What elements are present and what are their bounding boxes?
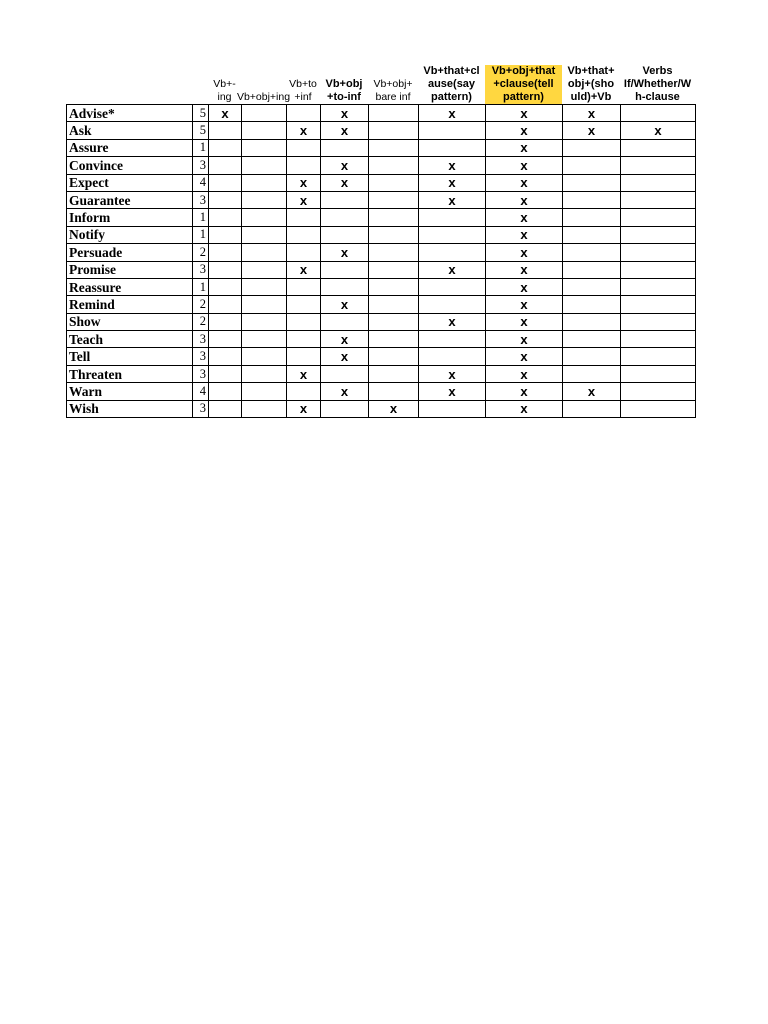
pattern-cell: x bbox=[419, 174, 486, 191]
count-cell: 2 bbox=[193, 244, 209, 261]
pattern-cell: x bbox=[287, 191, 321, 208]
pattern-cell bbox=[287, 209, 321, 226]
verb-cell: Wish bbox=[67, 400, 193, 417]
pattern-cell bbox=[621, 174, 696, 191]
pattern-cell bbox=[242, 191, 287, 208]
column-header-label: Vb+that+cl ause(say pattern) bbox=[423, 65, 480, 103]
pattern-cell: x bbox=[486, 383, 563, 400]
pattern-cell bbox=[621, 261, 696, 278]
pattern-cell bbox=[287, 157, 321, 174]
pattern-cell bbox=[621, 191, 696, 208]
pattern-cell bbox=[209, 226, 242, 243]
pattern-cell bbox=[369, 244, 419, 261]
pattern-cell bbox=[321, 191, 369, 208]
pattern-cell bbox=[321, 226, 369, 243]
pattern-cell bbox=[369, 209, 419, 226]
pattern-cell bbox=[242, 348, 287, 365]
pattern-cell: x bbox=[321, 348, 369, 365]
column-header bbox=[562, 60, 620, 104]
pattern-cell bbox=[369, 174, 419, 191]
pattern-cell bbox=[287, 296, 321, 313]
pattern-cell: x bbox=[563, 105, 621, 122]
count-cell: 2 bbox=[193, 313, 209, 330]
pattern-cell bbox=[287, 139, 321, 156]
table-row bbox=[67, 383, 696, 400]
verb-cell: Expect bbox=[67, 174, 193, 191]
pattern-cell bbox=[621, 157, 696, 174]
pattern-cell bbox=[287, 331, 321, 348]
table-row bbox=[67, 278, 696, 295]
pattern-cell: x bbox=[287, 400, 321, 417]
pattern-cell: x bbox=[486, 365, 563, 382]
pattern-cell bbox=[369, 105, 419, 122]
column-header-label: Vb+that+ obj+(sho uld)+Vb bbox=[567, 65, 615, 103]
pattern-cell: x bbox=[321, 157, 369, 174]
table-row bbox=[67, 209, 696, 226]
pattern-cell bbox=[419, 226, 486, 243]
count-cell: 3 bbox=[193, 261, 209, 278]
verb-cell: Ask bbox=[67, 122, 193, 139]
pattern-cell: x bbox=[321, 383, 369, 400]
column-header bbox=[320, 72, 368, 104]
count-cell: 3 bbox=[193, 331, 209, 348]
verb-pattern-table bbox=[66, 104, 696, 418]
pattern-cell: x bbox=[419, 261, 486, 278]
count-cell: 2 bbox=[193, 296, 209, 313]
count-cell: 3 bbox=[193, 365, 209, 382]
pattern-cell bbox=[369, 191, 419, 208]
pattern-cell bbox=[563, 139, 621, 156]
pattern-cell bbox=[242, 139, 287, 156]
pattern-cell: x bbox=[419, 157, 486, 174]
pattern-cell bbox=[242, 278, 287, 295]
pattern-cell bbox=[242, 400, 287, 417]
verb-cell: Inform bbox=[67, 209, 193, 226]
table-row bbox=[67, 139, 696, 156]
pattern-cell bbox=[209, 261, 242, 278]
pattern-cell: x bbox=[419, 383, 486, 400]
table-row bbox=[67, 331, 696, 348]
pattern-cell bbox=[209, 191, 242, 208]
column-header bbox=[485, 64, 562, 104]
verb-cell: Guarantee bbox=[67, 191, 193, 208]
count-cell: 1 bbox=[193, 209, 209, 226]
pattern-cell: x bbox=[321, 122, 369, 139]
pattern-cell bbox=[242, 174, 287, 191]
pattern-cell bbox=[419, 244, 486, 261]
pattern-cell bbox=[369, 296, 419, 313]
table-row bbox=[67, 348, 696, 365]
pattern-cell: x bbox=[486, 313, 563, 330]
pattern-cell bbox=[242, 122, 287, 139]
pattern-cell bbox=[419, 296, 486, 313]
pattern-cell bbox=[321, 400, 369, 417]
pattern-cell: x bbox=[287, 261, 321, 278]
pattern-cell bbox=[242, 383, 287, 400]
count-cell: 4 bbox=[193, 383, 209, 400]
pattern-cell bbox=[209, 278, 242, 295]
pattern-cell: x bbox=[321, 105, 369, 122]
pattern-cell bbox=[563, 191, 621, 208]
pattern-cell: x bbox=[419, 365, 486, 382]
column-header bbox=[286, 76, 320, 104]
pattern-cell bbox=[563, 244, 621, 261]
pattern-cell bbox=[209, 331, 242, 348]
count-cell: 1 bbox=[193, 278, 209, 295]
pattern-cell bbox=[287, 348, 321, 365]
pattern-cell bbox=[621, 244, 696, 261]
pattern-cell: x bbox=[287, 174, 321, 191]
pattern-cell bbox=[621, 400, 696, 417]
pattern-cell: x bbox=[287, 122, 321, 139]
verb-cell: Show bbox=[67, 313, 193, 330]
pattern-cell bbox=[321, 365, 369, 382]
verb-cell: Threaten bbox=[67, 365, 193, 382]
pattern-cell bbox=[621, 331, 696, 348]
pattern-cell bbox=[209, 348, 242, 365]
pattern-cell bbox=[242, 209, 287, 226]
verb-cell: Assure bbox=[67, 139, 193, 156]
pattern-cell bbox=[621, 209, 696, 226]
pattern-cell bbox=[419, 278, 486, 295]
column-header-label: Vb+to +inf bbox=[289, 78, 317, 103]
pattern-cell: x bbox=[486, 105, 563, 122]
column-header bbox=[418, 60, 485, 104]
pattern-cell: x bbox=[486, 139, 563, 156]
verb-cell: Notify bbox=[67, 226, 193, 243]
count-cell: 3 bbox=[193, 191, 209, 208]
pattern-cell: x bbox=[486, 244, 563, 261]
pattern-cell bbox=[419, 209, 486, 226]
pattern-cell bbox=[563, 400, 621, 417]
pattern-cell bbox=[419, 139, 486, 156]
table-row bbox=[67, 226, 696, 243]
column-header-label: Verbs If/Whether/W h-clause bbox=[623, 65, 692, 103]
pattern-cell: x bbox=[419, 191, 486, 208]
pattern-cell bbox=[419, 122, 486, 139]
table-row bbox=[67, 157, 696, 174]
pattern-cell: x bbox=[621, 122, 696, 139]
pattern-cell bbox=[621, 226, 696, 243]
pattern-cell: x bbox=[419, 313, 486, 330]
verb-cell: Advise* bbox=[67, 105, 193, 122]
column-header-label: Vb+-ing bbox=[213, 78, 236, 103]
pattern-cell bbox=[369, 226, 419, 243]
pattern-cell bbox=[563, 278, 621, 295]
pattern-cell bbox=[242, 313, 287, 330]
pattern-cell: x bbox=[486, 209, 563, 226]
pattern-cell bbox=[209, 383, 242, 400]
column-header bbox=[236, 76, 291, 104]
table-row bbox=[67, 174, 696, 191]
table-row bbox=[67, 400, 696, 417]
pattern-cell bbox=[621, 365, 696, 382]
pattern-cell bbox=[621, 313, 696, 330]
pattern-cell bbox=[563, 313, 621, 330]
table-row bbox=[67, 261, 696, 278]
table-row bbox=[67, 244, 696, 261]
pattern-cell bbox=[419, 400, 486, 417]
pattern-cell bbox=[209, 139, 242, 156]
pattern-cell bbox=[563, 209, 621, 226]
pattern-cell: x bbox=[486, 157, 563, 174]
pattern-cell: x bbox=[486, 400, 563, 417]
pattern-cell: x bbox=[419, 105, 486, 122]
table-row bbox=[67, 365, 696, 382]
pattern-cell bbox=[563, 174, 621, 191]
column-header-label: Vb+obj +to-inf bbox=[325, 78, 363, 103]
column-header-label: Vb+obj+ing bbox=[236, 91, 291, 103]
verb-cell: Warn bbox=[67, 383, 193, 400]
count-cell: 3 bbox=[193, 400, 209, 417]
verb-cell: Remind bbox=[67, 296, 193, 313]
pattern-cell: x bbox=[369, 400, 419, 417]
pattern-cell bbox=[242, 244, 287, 261]
count-cell: 5 bbox=[193, 122, 209, 139]
verb-cell: Reassure bbox=[67, 278, 193, 295]
pattern-cell: x bbox=[321, 296, 369, 313]
count-cell: 1 bbox=[193, 139, 209, 156]
pattern-cell bbox=[242, 261, 287, 278]
pattern-cell bbox=[321, 139, 369, 156]
count-cell: 1 bbox=[193, 226, 209, 243]
pattern-cell bbox=[621, 383, 696, 400]
pattern-cell: x bbox=[321, 174, 369, 191]
pattern-cell: x bbox=[209, 105, 242, 122]
pattern-cell bbox=[287, 105, 321, 122]
table-row bbox=[67, 296, 696, 313]
pattern-cell bbox=[563, 157, 621, 174]
pattern-cell bbox=[321, 313, 369, 330]
pattern-cell bbox=[369, 348, 419, 365]
pattern-cell: x bbox=[287, 365, 321, 382]
table-row bbox=[67, 122, 696, 139]
pattern-cell bbox=[369, 261, 419, 278]
pattern-cell bbox=[563, 261, 621, 278]
verb-cell: Promise bbox=[67, 261, 193, 278]
pattern-cell bbox=[287, 244, 321, 261]
pattern-cell bbox=[321, 209, 369, 226]
pattern-cell bbox=[419, 348, 486, 365]
pattern-cell bbox=[563, 348, 621, 365]
pattern-cell bbox=[242, 331, 287, 348]
pattern-cell: x bbox=[486, 191, 563, 208]
pattern-cell bbox=[369, 313, 419, 330]
pattern-cell bbox=[621, 348, 696, 365]
pattern-cell: x bbox=[486, 296, 563, 313]
verb-cell: Tell bbox=[67, 348, 193, 365]
pattern-cell bbox=[287, 313, 321, 330]
table-row bbox=[67, 313, 696, 330]
pattern-cell: x bbox=[486, 174, 563, 191]
pattern-cell bbox=[369, 122, 419, 139]
pattern-cell: x bbox=[486, 261, 563, 278]
pattern-cell bbox=[563, 331, 621, 348]
count-cell: 3 bbox=[193, 157, 209, 174]
pattern-cell bbox=[369, 139, 419, 156]
count-cell: 4 bbox=[193, 174, 209, 191]
pattern-cell bbox=[287, 226, 321, 243]
pattern-cell: x bbox=[563, 383, 621, 400]
column-header-label: Vb+obj+ bare inf bbox=[373, 78, 413, 103]
pattern-cell bbox=[242, 296, 287, 313]
pattern-cell bbox=[209, 157, 242, 174]
pattern-cell: x bbox=[486, 348, 563, 365]
pattern-cell bbox=[563, 365, 621, 382]
table-row bbox=[67, 105, 696, 122]
pattern-cell bbox=[209, 244, 242, 261]
pattern-cell bbox=[419, 331, 486, 348]
pattern-cell bbox=[369, 157, 419, 174]
pattern-cell bbox=[563, 226, 621, 243]
pattern-cell: x bbox=[486, 278, 563, 295]
pattern-cell bbox=[209, 400, 242, 417]
pattern-cell bbox=[242, 365, 287, 382]
pattern-cell bbox=[369, 383, 419, 400]
pattern-cell bbox=[621, 278, 696, 295]
pattern-cell bbox=[563, 296, 621, 313]
verb-cell: Teach bbox=[67, 331, 193, 348]
pattern-cell bbox=[369, 365, 419, 382]
pattern-cell bbox=[209, 365, 242, 382]
table-row bbox=[67, 191, 696, 208]
pattern-cell bbox=[621, 296, 696, 313]
pattern-cell bbox=[369, 278, 419, 295]
count-cell: 5 bbox=[193, 105, 209, 122]
pattern-cell bbox=[209, 122, 242, 139]
pattern-cell bbox=[209, 296, 242, 313]
pattern-cell: x bbox=[563, 122, 621, 139]
pattern-cell bbox=[321, 261, 369, 278]
pattern-cell bbox=[209, 209, 242, 226]
pattern-cell bbox=[369, 331, 419, 348]
pattern-cell bbox=[321, 278, 369, 295]
column-header-label: Vb+obj+that +clause(tell pattern) bbox=[485, 65, 562, 104]
pattern-cell bbox=[242, 157, 287, 174]
pattern-cell bbox=[621, 105, 696, 122]
pattern-cell: x bbox=[486, 331, 563, 348]
pattern-cell bbox=[209, 174, 242, 191]
pattern-cell bbox=[287, 383, 321, 400]
count-cell: 3 bbox=[193, 348, 209, 365]
column-header bbox=[620, 60, 695, 104]
column-header bbox=[368, 76, 418, 104]
pattern-cell: x bbox=[486, 122, 563, 139]
pattern-cell bbox=[209, 313, 242, 330]
pattern-cell bbox=[242, 226, 287, 243]
pattern-cell bbox=[621, 139, 696, 156]
pattern-cell bbox=[242, 105, 287, 122]
pattern-cell: x bbox=[486, 226, 563, 243]
pattern-cell: x bbox=[321, 244, 369, 261]
verb-cell: Persuade bbox=[67, 244, 193, 261]
pattern-cell bbox=[287, 278, 321, 295]
verb-cell: Convince bbox=[67, 157, 193, 174]
pattern-cell: x bbox=[321, 331, 369, 348]
